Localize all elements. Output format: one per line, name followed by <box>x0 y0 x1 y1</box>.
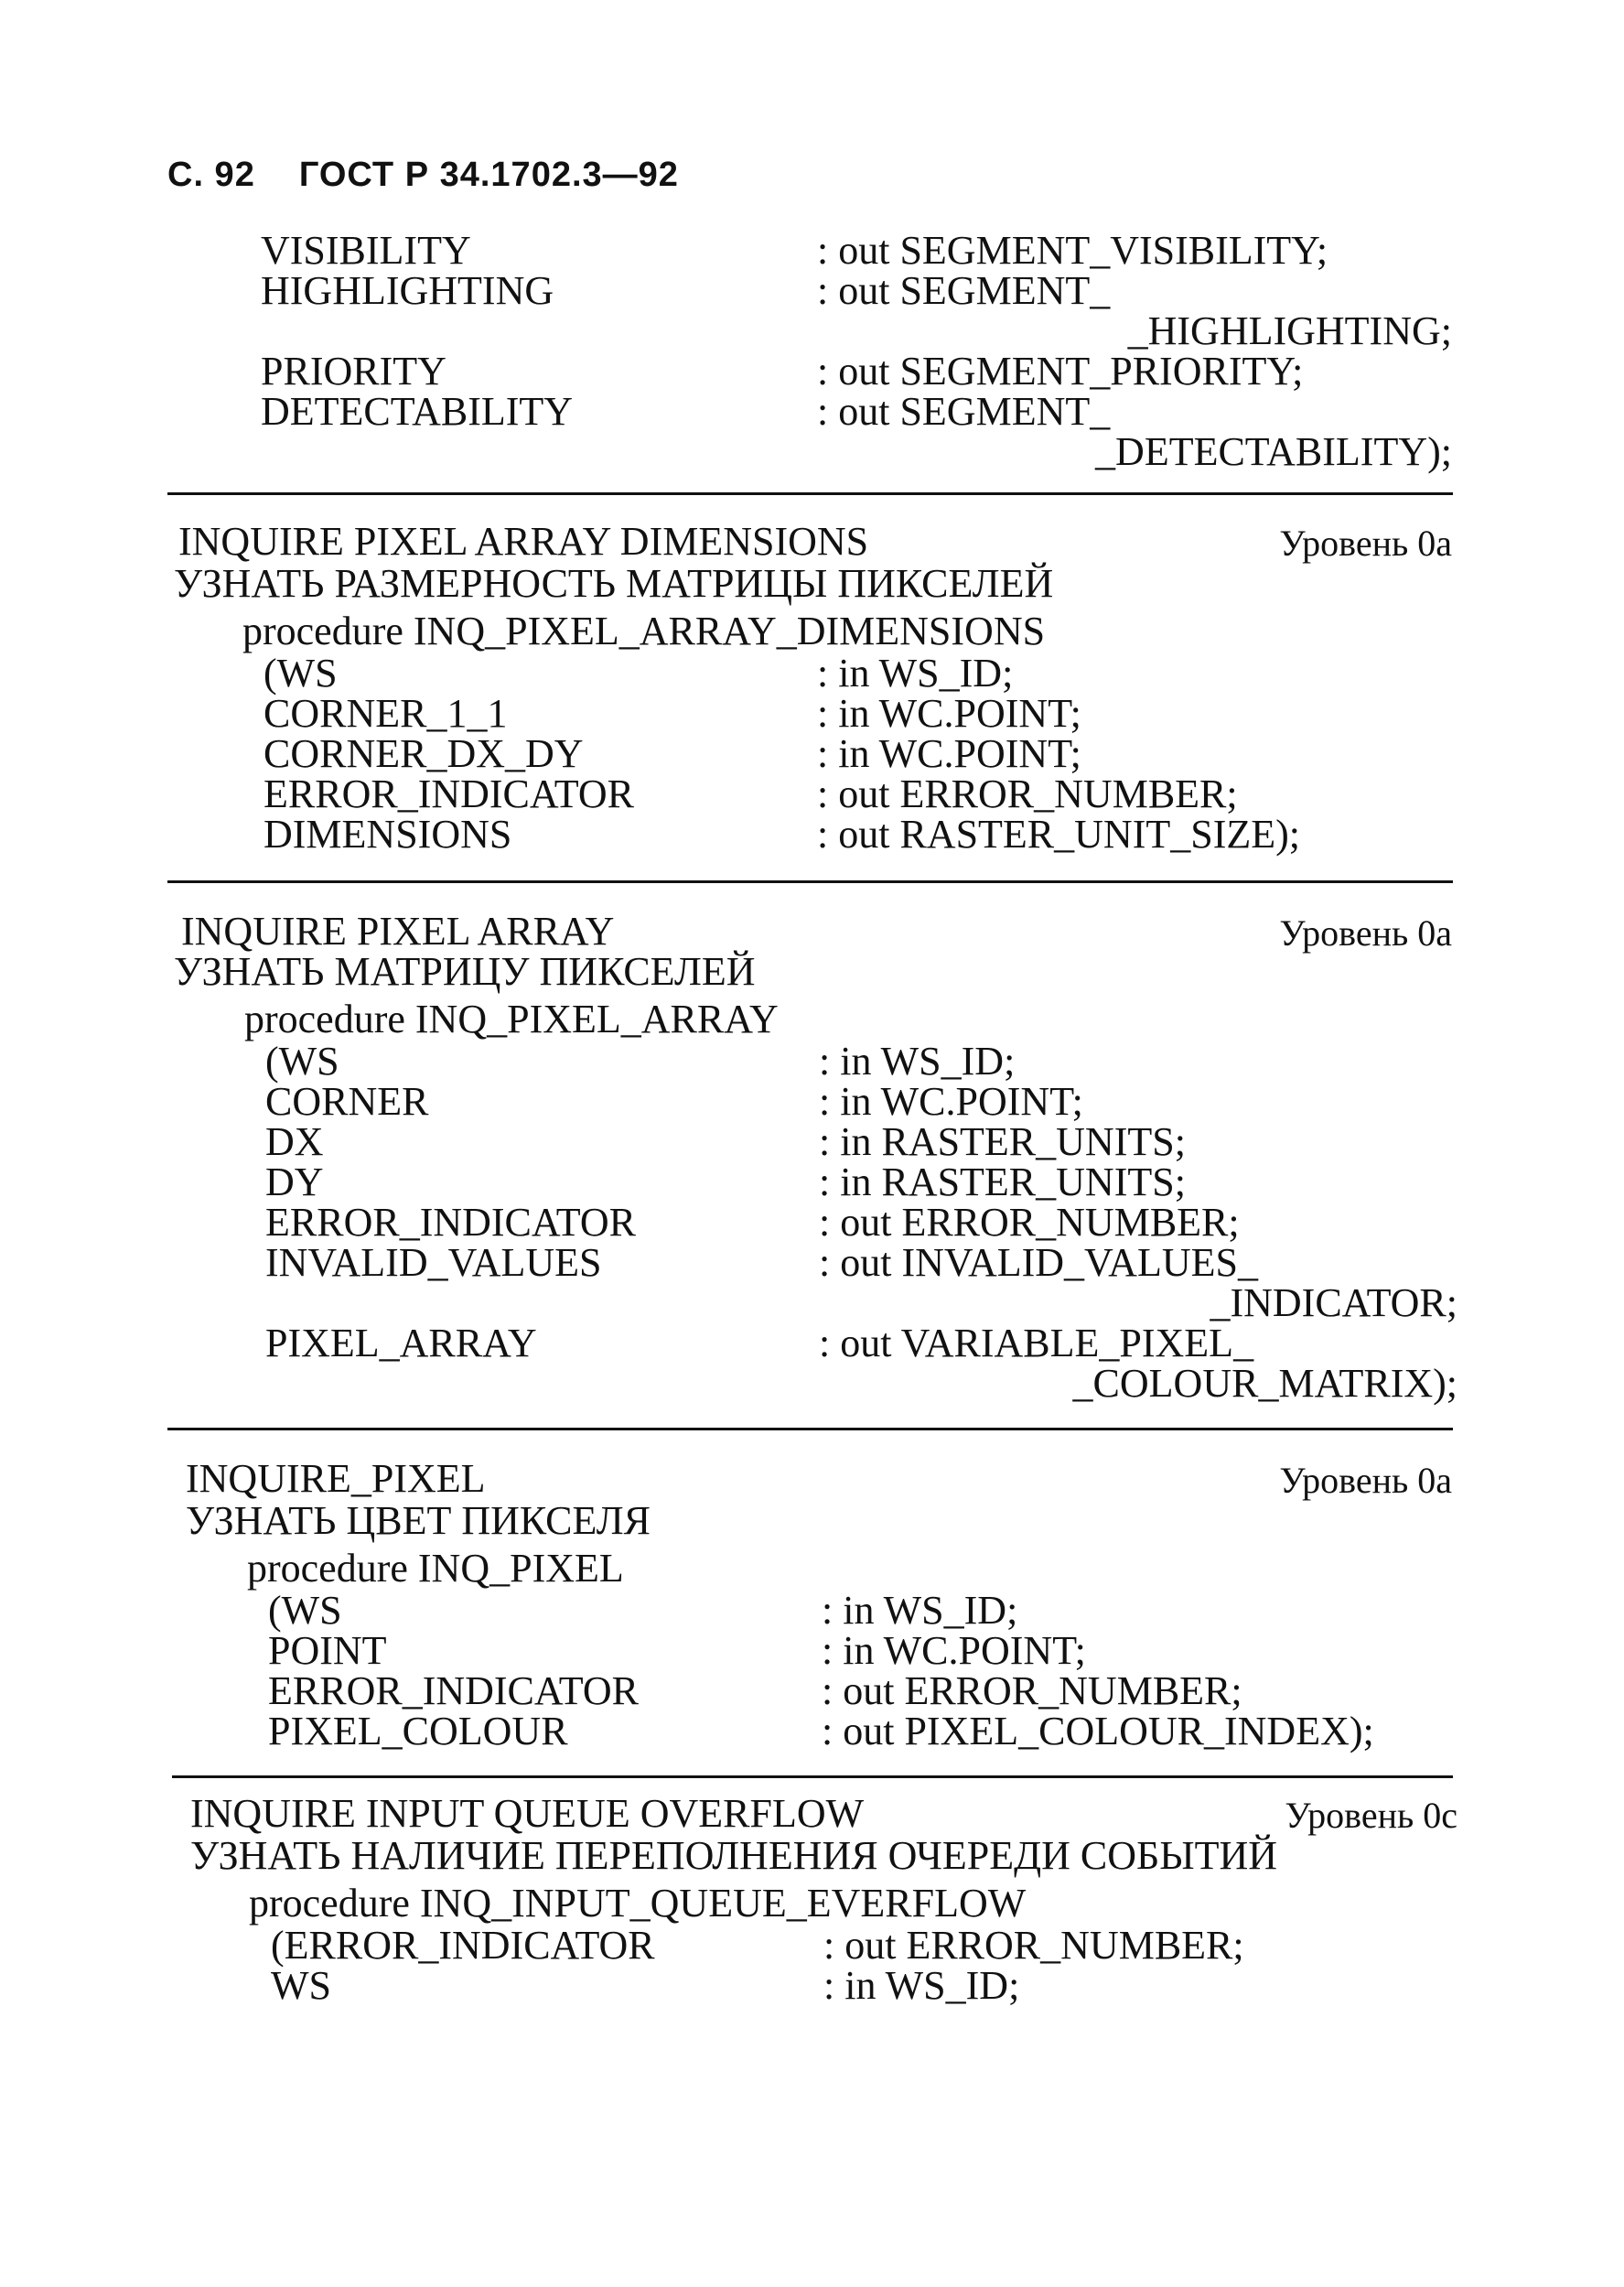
param-name: DY <box>265 1160 324 1204</box>
section-divider <box>167 1428 1453 1430</box>
level-badge: Уровень 0c <box>1285 1795 1457 1836</box>
param-name: CORNER_1_1 <box>263 691 508 736</box>
param-name: VISIBILITY <box>261 228 471 273</box>
section-title-en: INQUIRE_PIXEL <box>186 1456 486 1501</box>
param-name: (WS <box>263 651 338 696</box>
param-type: : in RASTER_UNITS; <box>819 1160 1186 1204</box>
param-type: : out ERROR_NUMBER; <box>819 1200 1240 1245</box>
param-type: : out INVALID_VALUES_ <box>819 1240 1258 1285</box>
param-type: : in WC.POINT; <box>817 731 1081 776</box>
section-title-en: INQUIRE PIXEL ARRAY DIMENSIONS <box>178 519 869 564</box>
param-type: : out SEGMENT_ <box>817 268 1111 313</box>
param-name: ERROR_INDICATOR <box>268 1668 640 1713</box>
param-name: INVALID_VALUES <box>265 1240 602 1285</box>
page-number: С. 92 <box>167 156 255 194</box>
param-type: : out ERROR_NUMBER; <box>822 1668 1242 1713</box>
param-name: (ERROR_INDICATOR <box>271 1923 655 1968</box>
level-badge: Уровень 0a <box>1279 523 1452 564</box>
param-name: DETECTABILITY <box>261 389 574 434</box>
param-name: CORNER_DX_DY <box>263 731 584 776</box>
section-divider <box>167 492 1453 495</box>
param-type: : in RASTER_UNITS; <box>819 1119 1186 1164</box>
procedure-signature: procedure INQ_PIXEL_ARRAY <box>244 997 779 1041</box>
section-title-ru: УЗНАТЬ РАЗМЕРНОСТЬ МАТРИЦЫ ПИКСЕЛЕЙ <box>174 561 1054 606</box>
param-name: DIMENSIONS <box>263 812 512 857</box>
level-badge: Уровень 0a <box>1279 1460 1452 1501</box>
procedure-signature: procedure INQ_INPUT_QUEUE_EVERFLOW <box>249 1881 1027 1926</box>
param-name: CORNER <box>265 1079 429 1124</box>
level-badge: Уровень 0a <box>1279 912 1452 954</box>
section-divider <box>172 1775 1453 1778</box>
section-title-en: INQUIRE PIXEL ARRAY <box>181 909 615 954</box>
standard-number: ГОСТ Р 34.1702.3—92 <box>298 156 679 194</box>
param-type: : in WS_ID; <box>819 1039 1016 1084</box>
procedure-signature: procedure INQ_PIXEL <box>247 1546 624 1591</box>
param-type: : in WC.POINT; <box>822 1628 1086 1673</box>
param-name: POINT <box>268 1628 387 1673</box>
param-type-continuation: _COLOUR_MATRIX); <box>1072 1361 1457 1406</box>
param-type: : out SEGMENT_VISIBILITY; <box>817 228 1328 273</box>
param-name: PIXEL_ARRAY <box>265 1321 537 1365</box>
param-name: WS <box>271 1963 331 2008</box>
param-type: : out PIXEL_COLOUR_INDEX); <box>822 1709 1374 1753</box>
param-type: : out SEGMENT_PRIORITY; <box>817 349 1304 394</box>
param-name: PIXEL_COLOUR <box>268 1709 568 1753</box>
page-header <box>167 156 679 195</box>
param-type-continuation: _HIGHLIGHTING; <box>1127 308 1452 353</box>
param-name: HIGHLIGHTING <box>261 268 554 313</box>
param-name: PRIORITY <box>261 349 446 394</box>
param-type-continuation: _INDICATOR; <box>1210 1280 1457 1325</box>
section-divider <box>167 880 1453 883</box>
param-type: : in WS_ID; <box>823 1963 1020 2008</box>
param-type: : in WC.POINT; <box>819 1079 1083 1124</box>
param-type: : in WS_ID; <box>817 651 1014 696</box>
procedure-signature: procedure INQ_PIXEL_ARRAY_DIMENSIONS <box>242 609 1046 653</box>
param-type: : out ERROR_NUMBER; <box>823 1923 1244 1968</box>
section-title-ru: УЗНАТЬ НАЛИЧИЕ ПЕРЕПОЛНЕНИЯ ОЧЕРЕДИ СОБЫТИЙ <box>190 1833 1278 1878</box>
section-title-ru: УЗНАТЬ МАТРИЦУ ПИКСЕЛЕЙ <box>174 949 756 994</box>
param-type: : out ERROR_NUMBER; <box>817 771 1238 816</box>
section-title-ru: УЗНАТЬ ЦВЕТ ПИКСЕЛЯ <box>186 1498 651 1543</box>
param-type: : out VARIABLE_PIXEL_ <box>819 1321 1254 1365</box>
param-type-continuation: _DETECTABILITY); <box>1095 429 1452 474</box>
param-name: DX <box>265 1119 324 1164</box>
param-name: (WS <box>265 1039 339 1084</box>
param-type: : out SEGMENT_ <box>817 389 1111 434</box>
section-title-en: INQUIRE INPUT QUEUE OVERFLOW <box>190 1791 865 1836</box>
param-name: ERROR_INDICATOR <box>265 1200 637 1245</box>
param-type: : out RASTER_UNIT_SIZE); <box>817 812 1300 857</box>
param-type: : in WS_ID; <box>822 1588 1018 1633</box>
param-type: : in WC.POINT; <box>817 691 1081 736</box>
param-name: ERROR_INDICATOR <box>263 771 635 816</box>
param-name: (WS <box>268 1588 342 1633</box>
